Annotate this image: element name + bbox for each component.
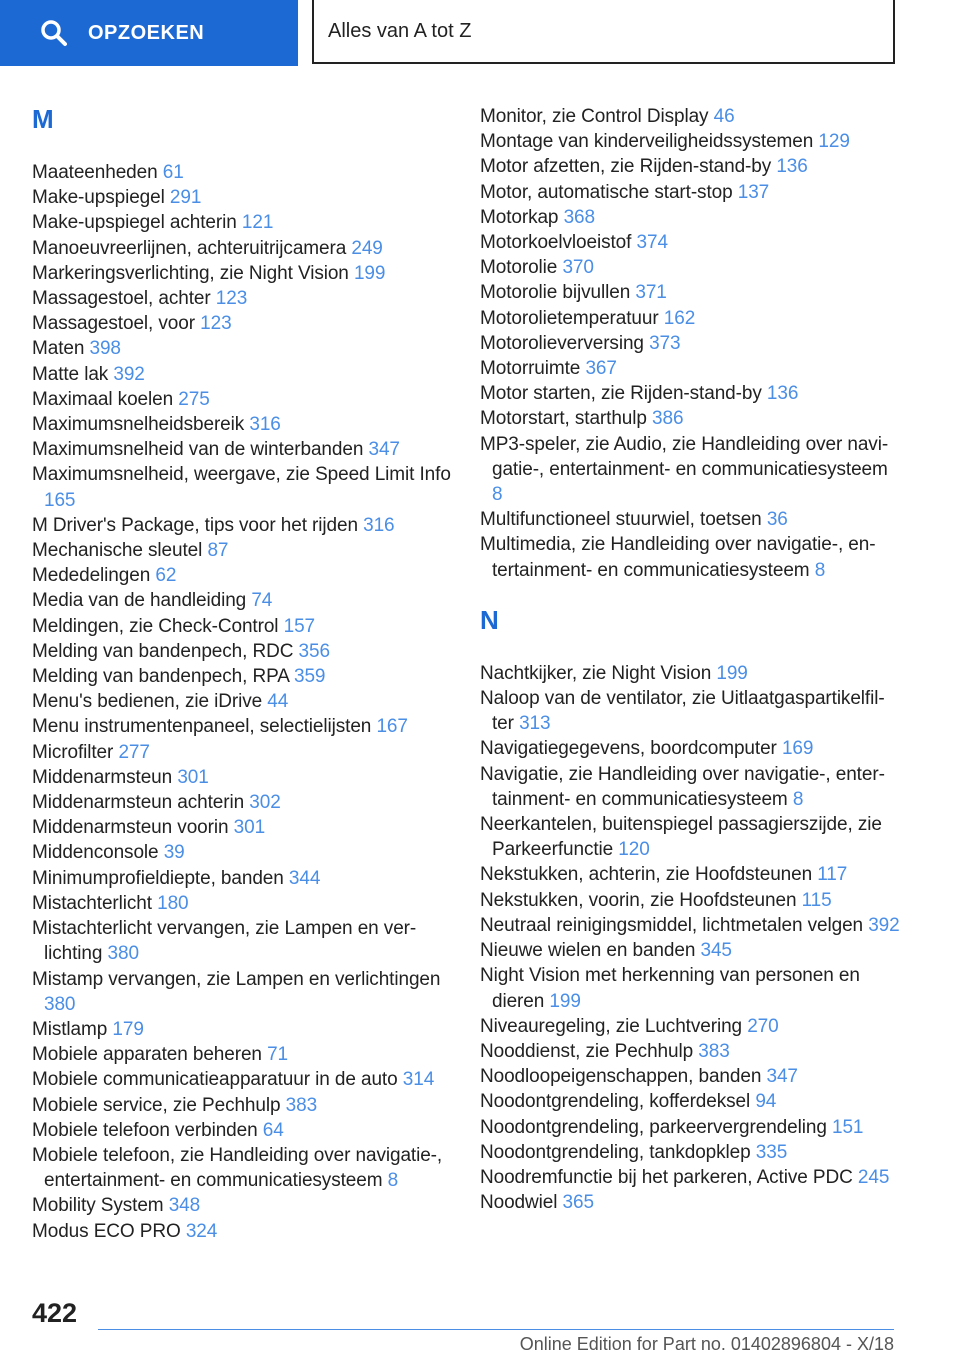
index-entry[interactable] bbox=[480, 432, 900, 508]
page-link[interactable]: 291 bbox=[169, 187, 202, 209]
page-link[interactable]: 123 bbox=[200, 313, 232, 335]
breadcrumb-label: Alles van A tot Z bbox=[328, 19, 472, 42]
page-link[interactable]: 123 bbox=[215, 288, 248, 310]
page-link[interactable]: 162 bbox=[663, 307, 696, 329]
index-entry[interactable] bbox=[32, 765, 462, 790]
index-entry[interactable] bbox=[480, 532, 900, 582]
index-entry-text: Motor, automatische start-stop bbox=[480, 181, 733, 203]
page-link[interactable]: 121 bbox=[241, 212, 274, 234]
index-entry[interactable] bbox=[480, 154, 900, 179]
index-entry-text: Mobiele communicatieapparatuur in de auto bbox=[32, 1069, 398, 1091]
index-entry[interactable] bbox=[480, 1039, 900, 1064]
page-link[interactable]: 373 bbox=[649, 332, 681, 354]
index-entry-text: Mistamp vervangen, zie Lampen en verlichtingen bbox=[32, 968, 441, 990]
page-link[interactable]: 277 bbox=[118, 741, 150, 763]
index-entry-text: Motor afzetten, zie Rijden-stand-by bbox=[480, 156, 772, 178]
index-entry-text: Microfilter bbox=[32, 741, 114, 763]
index-entry-text: Nieuwe wielen en banden bbox=[480, 940, 696, 962]
index-entry[interactable] bbox=[32, 891, 462, 916]
index-entry-text: Media van de handleiding bbox=[32, 590, 247, 612]
index-entry[interactable] bbox=[32, 437, 462, 462]
page-link[interactable]: 179 bbox=[112, 1018, 144, 1040]
page-link[interactable]: 199 bbox=[549, 990, 581, 1012]
index-entry-text: Motorkoelvloeistof bbox=[480, 232, 632, 254]
page-link[interactable]: 87 bbox=[207, 540, 229, 562]
index-entry-text: Navigatiegegevens, boordcomputer bbox=[480, 738, 777, 760]
search-button-label: OPZOEKEN bbox=[88, 21, 205, 44]
page-link[interactable]: 316 bbox=[363, 514, 395, 536]
page-link[interactable]: 314 bbox=[402, 1069, 435, 1091]
page-link[interactable]: 324 bbox=[185, 1220, 218, 1242]
page-link[interactable]: 371 bbox=[635, 282, 667, 304]
index-entry-text: Mededelingen bbox=[32, 565, 151, 587]
index-entry-text: Matte lak bbox=[32, 363, 109, 385]
index-entry[interactable] bbox=[480, 507, 900, 532]
index-entry[interactable] bbox=[32, 689, 462, 714]
index-entry[interactable] bbox=[480, 1140, 900, 1165]
index-entry-text: Menu instrumentenpaneel, selectielijsten bbox=[32, 716, 372, 738]
page-link[interactable]: 301 bbox=[177, 766, 209, 788]
page-link[interactable]: 157 bbox=[283, 615, 316, 637]
page-link[interactable]: 335 bbox=[755, 1141, 788, 1163]
index-entry-text: Middenarmsteun voorin bbox=[32, 817, 229, 839]
page-link[interactable]: 8 bbox=[814, 559, 826, 581]
page-link[interactable]: 199 bbox=[353, 262, 386, 284]
index-entry[interactable] bbox=[480, 736, 900, 761]
page-link[interactable]: 301 bbox=[233, 817, 266, 839]
page-link[interactable]: 367 bbox=[585, 358, 617, 380]
page-link[interactable]: 36 bbox=[766, 509, 788, 531]
page-link[interactable]: 392 bbox=[868, 914, 900, 936]
index-entry[interactable] bbox=[32, 664, 462, 689]
index-entry-text: Meldingen, zie Check-Control bbox=[32, 615, 279, 637]
index-entry[interactable] bbox=[480, 862, 900, 887]
index-entry-text: Neerkantelen, buitenspiegel passagierszijde, zie Parkeerfunctie bbox=[480, 814, 882, 861]
index-entry-text: Minimumprofieldiepte, banden bbox=[32, 867, 284, 889]
index-entry[interactable] bbox=[480, 180, 900, 205]
index-entry[interactable] bbox=[32, 815, 462, 840]
page-link[interactable]: 199 bbox=[716, 662, 748, 684]
index-entry-text: Noodremfunctie bij het parkeren, Active PDC bbox=[480, 1166, 853, 1188]
index-entry-text: Mechanische sleutel bbox=[32, 540, 203, 562]
index-entry[interactable] bbox=[480, 888, 900, 913]
index-entry[interactable] bbox=[32, 790, 462, 815]
index-entry[interactable] bbox=[32, 866, 462, 891]
page-link[interactable]: 348 bbox=[168, 1195, 201, 1217]
page-link[interactable]: 345 bbox=[700, 940, 732, 962]
page-link[interactable]: 129 bbox=[818, 131, 850, 153]
index-entry[interactable] bbox=[480, 1165, 900, 1190]
index-entry-text: Melding van bandenpech, RPA bbox=[32, 666, 289, 688]
index-column-left bbox=[32, 104, 462, 1244]
index-entry[interactable] bbox=[32, 513, 462, 538]
page-link[interactable]: 302 bbox=[249, 792, 281, 814]
index-entry[interactable] bbox=[32, 1143, 462, 1193]
index-entry-text: Noodontgrendeling, tankdopklep bbox=[480, 1141, 751, 1163]
page-link[interactable]: 8 bbox=[792, 788, 804, 810]
index-entry[interactable] bbox=[32, 387, 462, 412]
index-entry[interactable] bbox=[480, 331, 900, 356]
index-entry[interactable] bbox=[480, 1064, 900, 1089]
index-entry-text: Mobiele telefoon, zie Handleiding over navigatie-, entertainment- en communicatiesysteem bbox=[32, 1144, 443, 1192]
index-entry[interactable] bbox=[32, 740, 462, 765]
index-entry[interactable] bbox=[32, 210, 462, 235]
index-entry[interactable] bbox=[32, 639, 462, 664]
breadcrumb[interactable] bbox=[312, 0, 895, 64]
index-entry-text: Mobiele service, zie Pechhulp bbox=[32, 1094, 281, 1116]
index-entry[interactable] bbox=[480, 230, 900, 255]
index-entry[interactable] bbox=[32, 967, 462, 1017]
page-link[interactable]: 275 bbox=[178, 388, 210, 410]
index-entry[interactable] bbox=[480, 1190, 900, 1215]
index-entry-text: Middenarmsteun achterin bbox=[32, 792, 245, 814]
index-list bbox=[480, 104, 900, 583]
page-link[interactable]: 370 bbox=[562, 257, 594, 279]
index-entry-text: Nekstukken, achterin, zie Hoofdsteunen bbox=[480, 864, 813, 886]
page-link[interactable]: 137 bbox=[737, 181, 770, 203]
page-link[interactable]: 365 bbox=[562, 1192, 594, 1214]
page-link[interactable]: 151 bbox=[831, 1116, 864, 1138]
index-entry[interactable] bbox=[32, 1193, 462, 1218]
index-entry[interactable] bbox=[480, 812, 900, 862]
index-entry[interactable] bbox=[480, 306, 900, 331]
index-entry[interactable] bbox=[32, 311, 462, 336]
index-entry[interactable] bbox=[32, 1093, 462, 1118]
index-entry-text: Maximumsnelheid, weergave, zie Speed Limit Info bbox=[32, 464, 451, 486]
index-entry-text: Markeringsverlichting, zie Night Vision bbox=[32, 262, 349, 284]
index-entry-text: Make-upspiegel bbox=[32, 187, 165, 209]
page-link[interactable]: 180 bbox=[157, 892, 189, 914]
index-entry-text: Menu's bedienen, zie iDrive bbox=[32, 691, 263, 713]
index-entry[interactable] bbox=[480, 104, 900, 129]
page-link[interactable]: 374 bbox=[636, 232, 668, 254]
index-entry-text: M Driver's Package, tips voor het rijden bbox=[32, 514, 358, 536]
page-link[interactable]: 120 bbox=[618, 839, 650, 861]
index-entry[interactable] bbox=[32, 916, 462, 966]
index-entry-text: Middenconsole bbox=[32, 842, 159, 864]
index-entry[interactable] bbox=[32, 1067, 462, 1092]
page-link[interactable]: 39 bbox=[163, 842, 185, 864]
index-entry-text: Motorkap bbox=[480, 206, 559, 228]
footer-divider bbox=[98, 1329, 894, 1330]
index-entry[interactable] bbox=[32, 563, 462, 588]
search-icon bbox=[40, 19, 68, 47]
index-entry[interactable] bbox=[480, 963, 900, 1013]
page-link[interactable]: 359 bbox=[293, 666, 326, 688]
index-entry[interactable] bbox=[32, 336, 462, 361]
index-entry-text: Motorolietemperatuur bbox=[480, 307, 659, 329]
index-entry[interactable] bbox=[480, 255, 900, 280]
index-entry[interactable] bbox=[480, 938, 900, 963]
index-entry-text: Massagestoel, voor bbox=[32, 313, 195, 335]
index-entry-text: Mistachterlicht bbox=[32, 892, 152, 914]
index-entry-text: Maximaal koelen bbox=[32, 388, 174, 410]
index-entry-text: Multifunctioneel stuurwiel, toetsen bbox=[480, 509, 762, 531]
index-entry-text: Motorolie bbox=[480, 257, 558, 279]
page-link[interactable]: 249 bbox=[351, 237, 383, 259]
index-entry[interactable] bbox=[32, 1017, 462, 1042]
index-entry[interactable] bbox=[32, 160, 462, 185]
index-column-right bbox=[480, 104, 900, 1215]
index-entry-text: Night Vision met herkenning van personen en dieren bbox=[480, 965, 860, 1012]
index-entry-text: Maximumsnelheidsbereik bbox=[32, 414, 245, 436]
index-entry[interactable] bbox=[480, 1089, 900, 1114]
index-entry-text: Mobility System bbox=[32, 1195, 164, 1217]
page-link[interactable]: 383 bbox=[285, 1094, 318, 1116]
page-link[interactable]: 117 bbox=[817, 864, 848, 886]
page-link[interactable]: 8 bbox=[387, 1170, 399, 1192]
index-entry-text: Montage van kinderveiligheidssystemen bbox=[480, 131, 814, 153]
page-link[interactable]: 62 bbox=[155, 565, 177, 587]
page-link[interactable]: 398 bbox=[89, 338, 121, 360]
top-bar bbox=[0, 0, 960, 66]
page-link[interactable]: 386 bbox=[652, 408, 684, 430]
page-link[interactable]: 71 bbox=[267, 1044, 289, 1066]
index-entry[interactable] bbox=[480, 280, 900, 305]
index-entry-text: Mobiele telefoon verbinden bbox=[32, 1119, 258, 1141]
page-link[interactable]: 356 bbox=[298, 640, 330, 662]
index-entry-text: Massagestoel, achter bbox=[32, 288, 211, 310]
page-link[interactable]: 64 bbox=[262, 1119, 284, 1141]
index-entry[interactable] bbox=[32, 412, 462, 437]
page-link[interactable]: 245 bbox=[857, 1166, 890, 1188]
page-link[interactable]: 368 bbox=[563, 206, 595, 228]
index-entry[interactable] bbox=[32, 714, 462, 739]
index-entry-text: Mistlamp bbox=[32, 1018, 108, 1040]
index-entry[interactable] bbox=[32, 840, 462, 865]
index-entry-text: Monitor, zie Control Display bbox=[480, 106, 709, 127]
index-entry-text: Motorruimte bbox=[480, 358, 581, 380]
index-entry[interactable] bbox=[32, 185, 462, 210]
index-entry[interactable] bbox=[32, 462, 462, 512]
index-entry-text: Maximumsnelheid van de winterbanden bbox=[32, 439, 364, 461]
page-link[interactable]: 165 bbox=[44, 489, 76, 511]
index-entry-text: MP3-speler, zie Audio, zie Handleiding over navigatie-, entertainment- en communicatiesysteem bbox=[480, 433, 889, 480]
index-entry-text: Modus ECO PRO bbox=[32, 1220, 181, 1242]
index-entry-text: Maten bbox=[32, 338, 85, 360]
page-link[interactable]: 94 bbox=[755, 1091, 777, 1113]
index-entry[interactable] bbox=[32, 286, 462, 311]
index-entry-text: Middenarmsteun bbox=[32, 766, 173, 788]
index-entry[interactable] bbox=[480, 356, 900, 381]
index-entry[interactable] bbox=[480, 129, 900, 154]
page-link[interactable]: 136 bbox=[776, 156, 808, 178]
index-entry-text: Nachtkijker, zie Night Vision bbox=[480, 662, 712, 684]
index-entry-text: Noodontgrendeling, parkeervergrendeling bbox=[480, 1116, 827, 1138]
index-list bbox=[32, 160, 462, 1244]
index-entry[interactable] bbox=[480, 406, 900, 431]
page-link[interactable]: 380 bbox=[44, 993, 76, 1015]
index-entry[interactable] bbox=[32, 1042, 462, 1067]
page-link[interactable]: 347 bbox=[766, 1066, 798, 1088]
page-link[interactable]: 169 bbox=[781, 738, 814, 760]
index-entry-text: Multimedia, zie Handleiding over navigatie-, entertainment- en communicatiesysteem bbox=[480, 534, 876, 581]
index-entry-text: Manoeuvreerlijnen, achteruitrijcamera bbox=[32, 237, 347, 259]
index-entry[interactable] bbox=[480, 1115, 900, 1140]
page-link[interactable]: 270 bbox=[747, 1015, 779, 1037]
index-list bbox=[480, 661, 900, 1215]
index-entry-text: Mobiele apparaten beheren bbox=[32, 1044, 262, 1066]
index-entry[interactable] bbox=[32, 1118, 462, 1143]
index-entry-text: Motor starten, zie Rijden-stand-by bbox=[480, 383, 762, 405]
index-entry[interactable] bbox=[480, 381, 900, 406]
search-button[interactable] bbox=[0, 0, 298, 66]
page-link[interactable]: 8 bbox=[492, 484, 503, 506]
section-letter: M bbox=[32, 104, 54, 134]
section-letter: N bbox=[480, 604, 499, 635]
index-entry-text: Noodwiel bbox=[480, 1192, 558, 1214]
index-entry[interactable] bbox=[480, 205, 900, 230]
index-entry[interactable] bbox=[480, 686, 900, 736]
page-link[interactable]: 392 bbox=[113, 363, 145, 385]
index-entry-text: Noodloopeigenschappen, banden bbox=[480, 1066, 762, 1088]
page-link[interactable]: 136 bbox=[766, 383, 799, 405]
index-entry[interactable] bbox=[32, 614, 462, 639]
index-entry-text: Nooddienst, zie Pechhulp bbox=[480, 1040, 694, 1062]
page-link[interactable]: 316 bbox=[249, 414, 281, 436]
index-entry[interactable] bbox=[32, 1219, 462, 1244]
index-entry[interactable] bbox=[32, 588, 462, 613]
index-entry-text: Make-upspiegel achterin bbox=[32, 212, 237, 234]
index-entry-text: Melding van bandenpech, RDC bbox=[32, 640, 294, 662]
index-entry[interactable] bbox=[480, 661, 900, 686]
page-link[interactable]: 115 bbox=[801, 889, 832, 911]
index-entry[interactable] bbox=[32, 362, 462, 387]
page-link[interactable]: 61 bbox=[162, 162, 184, 183]
index-entry-text: Naloop van de ventilator, zie Uitlaatgaspartikelfilter bbox=[480, 688, 885, 735]
index-entry-text: Noodontgrendeling, kofferdeksel bbox=[480, 1091, 751, 1113]
edition-text: Online Edition for Part no. 01402896804 - X/18 bbox=[519, 1334, 894, 1354]
index-entry[interactable] bbox=[480, 1014, 900, 1039]
page-number: 422 bbox=[32, 1298, 78, 1328]
index-entry[interactable] bbox=[480, 913, 900, 938]
index-entry[interactable] bbox=[32, 236, 462, 261]
page-link[interactable]: 44 bbox=[267, 691, 289, 713]
index-entry-text: Motorstart, starthulp bbox=[480, 408, 647, 430]
page-link[interactable]: 347 bbox=[368, 439, 400, 461]
index-entry-text: Mistachterlicht vervangen, zie Lampen en verlichting bbox=[32, 918, 417, 965]
index-entry-text: Niveauregeling, zie Luchtvering bbox=[480, 1015, 743, 1037]
page-link[interactable]: 380 bbox=[107, 943, 139, 965]
page-link[interactable]: 383 bbox=[698, 1040, 730, 1062]
page-link[interactable]: 46 bbox=[713, 106, 735, 127]
index-entry-text: Navigatie, zie Handleiding over navigatie-, entertainment- en communicatiesysteem bbox=[480, 763, 885, 810]
index-entry-text: Maateenheden bbox=[32, 162, 158, 183]
index-entry[interactable] bbox=[480, 762, 900, 812]
index-entry-text: Motorolie bijvullen bbox=[480, 282, 631, 304]
page-link[interactable]: 167 bbox=[376, 716, 408, 738]
index-entry-text: Neutraal reinigingsmiddel, lichtmetalen velgen bbox=[480, 914, 863, 936]
index-entry-text: Motorolieverversing bbox=[480, 332, 644, 354]
page-link[interactable]: 74 bbox=[251, 590, 273, 612]
page-link[interactable]: 313 bbox=[519, 713, 551, 735]
page-link[interactable]: 344 bbox=[288, 867, 321, 889]
index-entry[interactable] bbox=[32, 261, 462, 286]
index-entry[interactable] bbox=[32, 538, 462, 563]
index-entry-text: Nekstukken, voorin, zie Hoofdsteunen bbox=[480, 889, 797, 911]
